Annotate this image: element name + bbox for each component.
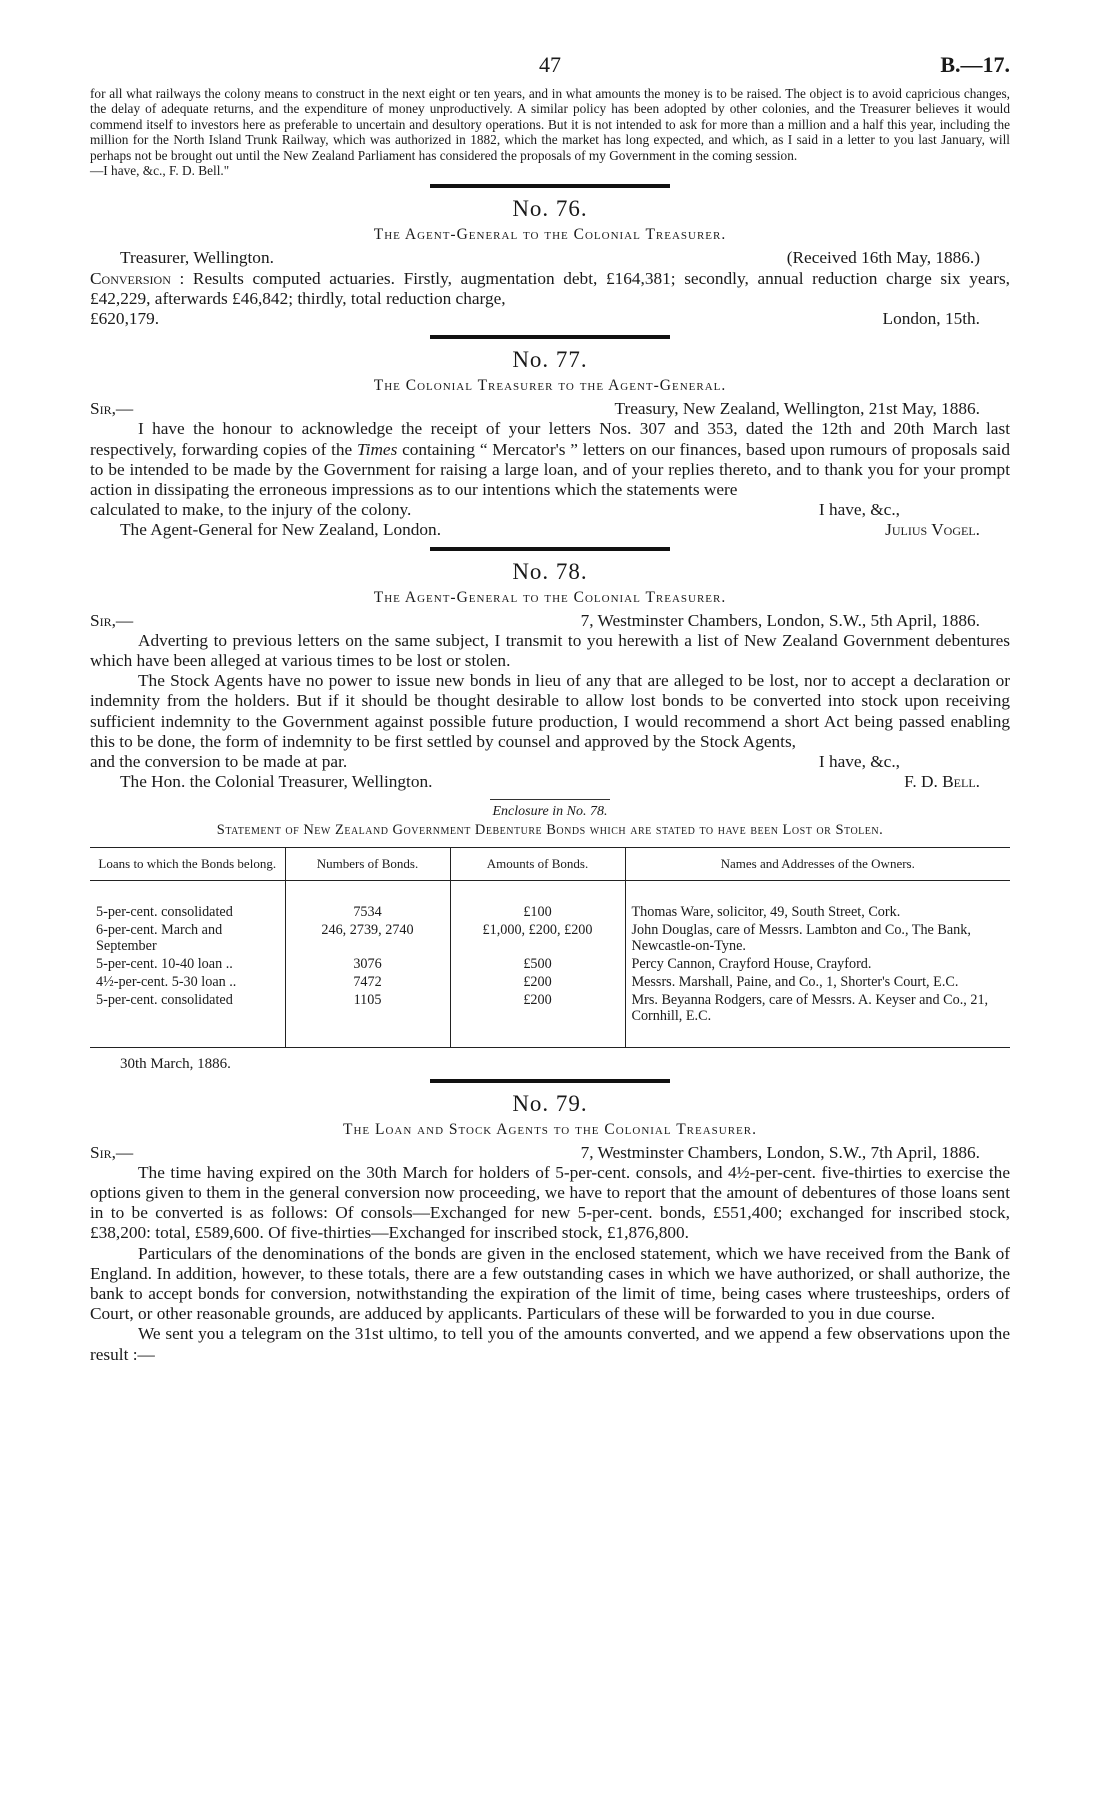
debenture-table <box>90 847 1010 1048</box>
letter-78-salutation: Sir,— <box>90 610 134 630</box>
table-row <box>90 991 1010 1025</box>
letter-76-place: London, 15th. <box>882 309 980 329</box>
letter-heading-77: No. 77. <box>512 347 588 373</box>
table-cell: 6-per-cent. March and September <box>96 921 223 954</box>
letter-78-para-1: Adverting to previous letters on the same subject, I transmit to you herewith a list of New Zealand Government debentures which have been alleged at various times to be lost or stolen. <box>90 630 1010 671</box>
enclosure-divider <box>490 799 610 800</box>
column-header: Amounts of Bonds. <box>450 847 625 880</box>
letter-76-text: Results computed actuaries. Firstly, augmentation debt, £164,381; secondly, annual reduction charge six years, £42,229, afterwards £46,842; thirdly, total reduction charge, <box>90 268 1010 308</box>
letter-77-signature: Julius Vogel. <box>885 520 980 540</box>
table-cell: 246, 2739, 2740 <box>285 921 450 955</box>
letter-77-signature-row <box>90 520 1010 540</box>
letter-77-address: Treasury, New Zealand, Wellington, 21st May, 1886. <box>614 399 980 419</box>
table-cell: 7534 <box>285 903 450 921</box>
letter-79-salutation: Sir,— <box>90 1142 134 1162</box>
document-page <box>90 52 1010 1365</box>
letter-78-signature: F. D. Bell. <box>904 772 980 792</box>
section-divider <box>430 184 670 188</box>
letter-78-recipient: The Hon. the Colonial Treasurer, Wellington. <box>120 772 433 792</box>
letter-78-address: 7, Westminster Chambers, London, S.W., 5th April, 1886. <box>580 610 980 630</box>
table-cell: £200 <box>450 991 625 1025</box>
letter-77-salutation: Sir,— <box>90 399 134 419</box>
table-cell: £200 <box>450 973 625 991</box>
table-cell: 4½-per-cent. 5-30 loan .. <box>96 973 237 990</box>
letter-79-header-row <box>90 1143 1010 1163</box>
letter-78-header-row <box>90 611 1010 631</box>
table-cell: 5-per-cent. consolidated <box>96 903 233 920</box>
table-cell: 5-per-cent. 10-40 loan .. <box>96 955 233 972</box>
table-cell: £500 <box>450 955 625 973</box>
table-cell: £100 <box>450 903 625 921</box>
letter-79-address: 7, Westminster Chambers, London, S.W., 7th April, 1886. <box>580 1142 980 1162</box>
letter-route-78: The Agent-General to the Colonial Treasurer. <box>373 588 727 606</box>
letter-78-closing-row <box>90 752 1010 772</box>
table-cell: John Douglas, care of Messrs. Lambton and Co., The Bank, Newcastle-on-Tyne. <box>625 921 1010 955</box>
letter-76-header-row <box>90 248 1010 268</box>
table-cell: 1105 <box>285 991 450 1025</box>
statement-title: Statement of New Zealand Government Debenture Bonds which are stated to have been Lost or Stolen. <box>216 821 884 838</box>
letter-76-footer-row <box>90 309 1010 329</box>
letter-76-received: (Received 16th May, 1886.) <box>786 248 980 268</box>
table-cell: Mrs. Beyanna Rodgers, care of Messrs. A. Keyser and Co., 21, Cornhill, E.C. <box>625 991 1010 1025</box>
table-cell: Messrs. Marshall, Paine, and Co., 1, Shorter's Court, E.C. <box>625 973 1010 991</box>
table-row <box>90 921 1010 955</box>
letter-79-para-3: We sent you a telegram on the 31st ultimo, to tell you of the amounts converted, and we append a few observations upon the result :— <box>90 1324 1010 1364</box>
table-cell: 5-per-cent. consolidated <box>96 991 233 1008</box>
letter-79-para-2: Particulars of the denominations of the bonds are given in the enclosed statement, which we have received from the Bank of England. In addition, however, to these totals, there are a few outstanding cases in which we have authorized, or shall authorize, the bank to accept bonds for conversion, notwithstanding the expiration of the limit of time, being cases where trusteeships, orders of Court, or other reasonable grounds, are adduced by applicants. Particulars of these will be forwarded to you in due course. <box>90 1243 1010 1324</box>
table-row <box>90 903 1010 921</box>
document-reference: B.—17. <box>940 52 1010 77</box>
letter-77-closing: I have, &c., <box>818 500 900 520</box>
section-divider <box>430 335 670 339</box>
table-spacer-row <box>90 880 1010 903</box>
letter-heading-76: No. 76. <box>512 196 588 222</box>
letter-76-lead: Conversion : <box>90 268 185 288</box>
table-spacer-row <box>90 1025 1010 1048</box>
letter-heading-78: No. 78. <box>512 558 588 584</box>
letter-77-body-last: calculated to make, to the injury of the colony. <box>90 500 412 520</box>
enclosure-title: Enclosure in No. 78. <box>492 803 608 819</box>
table-cell: 7472 <box>285 973 450 991</box>
table-cell: 3076 <box>285 955 450 973</box>
table-cell: Percy Cannon, Crayford House, Crayford. <box>625 955 1010 973</box>
column-header: Names and Addresses of the Owners. <box>625 847 1010 880</box>
column-header: Loans to which the Bonds belong. <box>90 847 285 880</box>
letter-heading-79: No. 79. <box>512 1090 588 1116</box>
intro-paragraph: for all what railways the colony means to construct in the next eight or ten years, and in what amounts the money is to be raised. The object is to avoid capricious changes, the delay of adequate returns, and the expenditure of money unproductively. A similar policy has been adopted by other colonies, and the Treasurer believes it would commend itself to investors here as preferable to uncertain and desultory operations. But it is not intended to ask for more than a million and a half this year, including the million for the North Island Trunk Railway, which was authorized in 1882, which the market has long expected, and which, as I said in a letter to you last January, will perhaps not be brought out until the New Zealand Parliament has considered the proposals of my Government in the coming session. <box>90 86 1010 163</box>
page-number: 47 <box>539 52 561 77</box>
page-header <box>90 52 1010 86</box>
letter-77-closing-row <box>90 500 1010 520</box>
letter-route-77: The Colonial Treasurer to the Agent-General. <box>373 377 727 395</box>
letter-76-last-line: £620,179. <box>90 309 160 329</box>
letter-76-body <box>90 269 1010 309</box>
letter-route-79: The Loan and Stock Agents to the Colonial Treasurer. <box>343 1120 757 1138</box>
letter-77-body-italic: Times <box>356 439 398 459</box>
column-header: Numbers of Bonds. <box>285 847 450 880</box>
letter-route-76: The Agent-General to the Colonial Treasurer. <box>373 226 727 244</box>
letter-78-para-2-last: and the conversion to be made at par. <box>90 752 348 772</box>
letter-78-para-2: The Stock Agents have no power to issue new bonds in lieu of any that are alleged to be lost, nor to accept a declaration or indemnity from the holders. But if it should be thought desirable to allow lost bonds to be converted into stock upon receiving sufficient indemnity to the Government against possible future production, I would recommend a short Act being passed enabling this to be done, the form of indemnity to be first settled by counsel and approved by the Stock Agents, <box>90 671 1010 751</box>
section-divider <box>430 1079 670 1083</box>
intro-signoff: —I have, &c., F. D. Bell." <box>90 163 230 179</box>
letter-78-signature-row <box>90 772 1010 792</box>
letter-79-para-1: The time having expired on the 30th March for holders of 5-per-cent. consols, and 4½-per-cent. five-thirties to exercise the options given to them in the general conversion now proceeding, we have to report that the amount of debentures of those loans sent in to be converted is as follows: Of consols—Exchanged for new 5-per-cent. bonds, £551,400; exchanged for inscribed stock, £38,200: total, £589,600. Of five-thirties—Exchanged for inscribed stock, £1,876,800. <box>90 1162 1010 1243</box>
letter-77-body-post: containing “ Mercator's ” letters on our finances, based upon rumours of proposals said to be intended to be made by the Government for raising a large loan, and of your replies thereto, and to thank you for your prompt action in dissipating the erroneous impressions as to our intentions which the statements were <box>90 439 1010 500</box>
letter-78-closing: I have, &c., <box>818 752 900 772</box>
table-cell: £1,000, £200, £200 <box>450 921 625 955</box>
letter-77-recipient: The Agent-General for New Zealand, London. <box>120 520 442 540</box>
letter-76-addressee: Treasurer, Wellington. <box>120 248 274 268</box>
letter-77-body <box>90 419 1010 500</box>
section-divider <box>430 547 670 551</box>
letter-77-body-pre: I have the honour to acknowledge the receipt of your letters Nos. 307 and 353, dated the 12th and 20th March last respectively, forwarding copies of the <box>90 419 1010 459</box>
table-cell: Thomas Ware, solicitor, 49, South Street, Cork. <box>625 903 1010 921</box>
table-row <box>90 955 1010 973</box>
table-row <box>90 973 1010 991</box>
enclosure-date: 30th March, 1886. <box>120 1055 231 1072</box>
letter-77-header-row <box>90 399 1010 419</box>
table-header-row <box>90 847 1010 880</box>
